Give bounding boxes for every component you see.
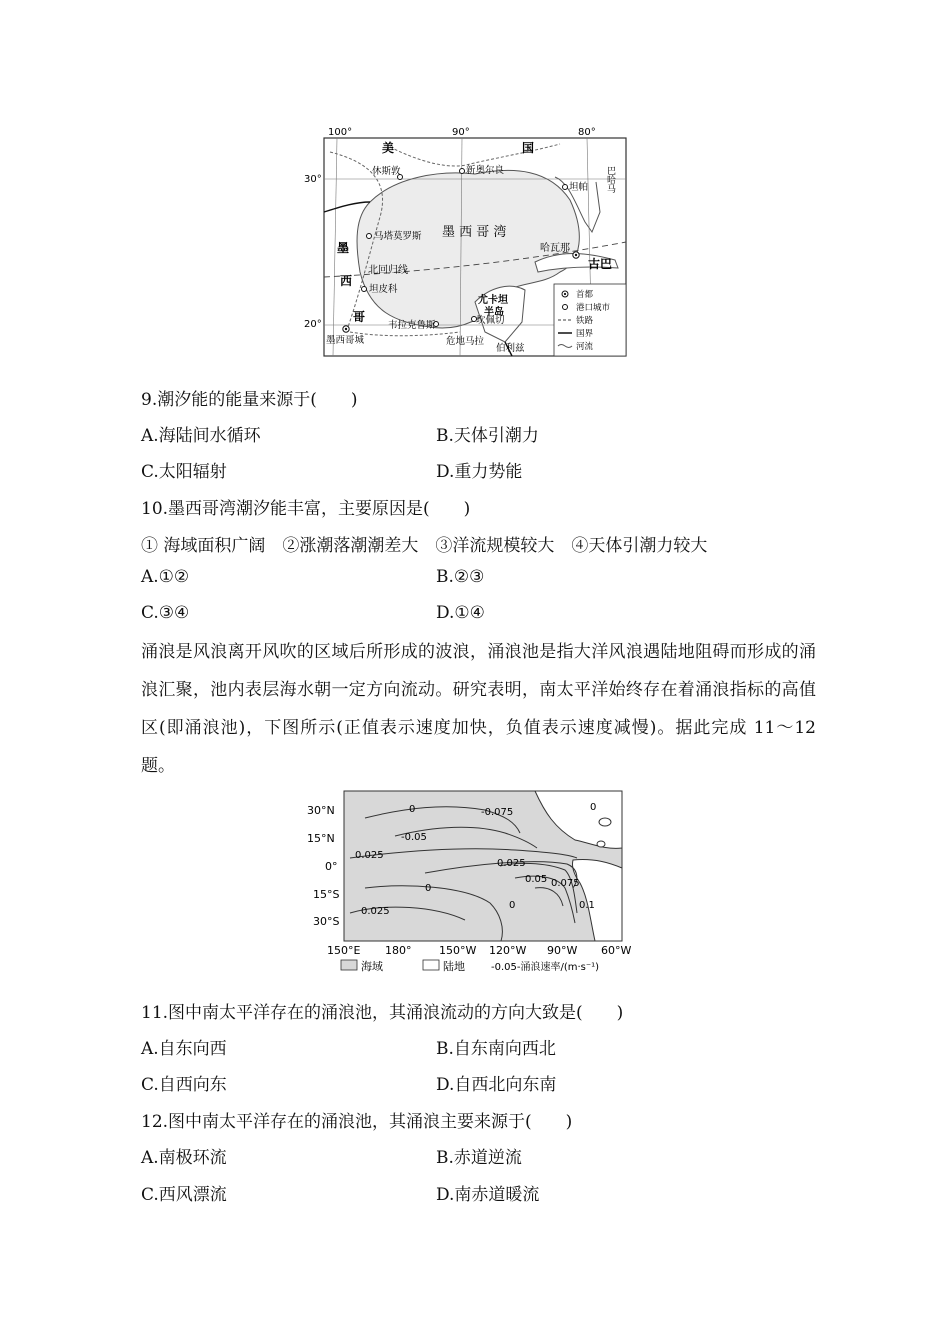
contour-label: -0.05 [401,832,427,843]
q10-option-b[interactable]: B.②③ [436,567,485,587]
q9-option-a[interactable]: A.海陆间水循环 [141,426,261,446]
lon-label-60w: 60°W [601,944,632,957]
country-label-usa-2: 国 [522,141,535,155]
contour-label: 0.05 [525,874,548,885]
city-mexico-city: 墨西哥城 [326,335,365,346]
legend-land: 陆地 [443,960,465,973]
island [597,841,605,847]
peninsula-label-1: 尤卡坦 [478,295,508,306]
city-houston: 休斯敦 [372,166,401,177]
city-marker [362,287,367,292]
lon-label-80: 80° [578,127,596,138]
q11-option-a[interactable]: A.自东向西 [141,1039,227,1059]
contour-label: 0 [409,804,416,815]
tropic-label: 北回归线 [368,265,408,276]
city-new-orleans: 新奥尔良 [466,165,505,176]
lat-label-15n: 15°N [307,832,335,845]
legend-port: 港口城市 [576,303,611,313]
legend-sea-icon [341,960,357,970]
city-havana: 哈瓦那 [540,243,570,254]
q12-stem: 12.图中南太平洋存在的涌浪池，其涌浪主要来源于( ) [141,1112,573,1132]
q9-option-b[interactable]: B.天体引潮力 [436,426,539,446]
country-label-bahamas: 巴哈马 [605,166,615,193]
lon-label-120w: 120°W [489,944,527,957]
contour-label: 0.025 [355,850,384,861]
q12-option-b[interactable]: B.赤道逆流 [436,1148,522,1168]
capital-marker-dot [345,328,347,330]
legend-railway: 铁路 [576,316,594,326]
country-label-cuba: 古巴 [588,257,613,271]
lat-label-30n: 30°N [307,804,335,817]
q10-option-a[interactable]: A.①② [141,567,190,587]
legend-land-icon [423,960,439,970]
lon-label-150e: 150°E [327,944,361,957]
country-label-belize: 伯利兹 [496,343,525,354]
q10-statements: ① 海域面积广阔 ②涨潮落潮潮差大 ③洋流规模较大 ④天体引潮力较大 [141,536,708,556]
capital-marker-dot [575,254,577,256]
contour-label: 0.075 [551,878,580,889]
country-label-mexico-2: 西 [340,274,353,288]
lat-label-15s: 15°S [313,888,340,901]
legend-capital-dot [564,293,566,295]
gulf-of-mexico-map [300,122,630,360]
lon-label-150w: 150°W [439,944,477,957]
q11-option-d[interactable]: D.自西北向东南 [436,1075,557,1095]
q9-option-c[interactable]: C.太阳辐射 [141,462,227,482]
city-campeche: 坎佩切 [476,315,505,326]
lon-label-90: 90° [452,127,470,138]
city-tampa: 坦帕 [569,182,589,193]
contour-label: 0 [509,900,516,911]
q9-option-d[interactable]: D.重力势能 [436,462,523,482]
q11-option-b[interactable]: B.自东南向西北 [436,1039,556,1059]
q10-option-c[interactable]: C.③④ [141,603,190,623]
lat-label-30s: 30°S [313,915,340,928]
country-label-mexico-1: 墨 [337,241,350,255]
city-tampico: 坦皮科 [369,284,398,295]
legend-port-icon [563,305,568,310]
city-marker [367,234,372,239]
contour-label: 0 [425,883,432,894]
q12-option-a[interactable]: A.南极环流 [141,1148,227,1168]
gulf-label: 墨 西 哥 湾 [442,225,507,240]
contour-label: 0.1 [579,900,595,911]
island [599,818,611,826]
lat-label-0: 0° [325,860,338,873]
contour-label: -0.075 [481,807,514,818]
q11-option-c[interactable]: C.自西向东 [141,1075,227,1095]
lon-label-100: 100° [328,127,353,138]
legend-sea: 海域 [361,960,383,973]
contour-label: 0.025 [497,858,526,869]
country-label-usa-1: 美 [382,141,395,155]
legend-capital: 首都 [576,290,594,300]
q10-stem: 10.墨西哥湾潮汐能丰富，主要原因是( ) [141,499,471,519]
q9-stem: 9.潮汐能的能量来源于( ) [141,390,358,410]
city-marker [563,185,568,190]
city-veracruz: 韦拉克鲁斯 [388,320,436,331]
country-label-guatemala: 危地马拉 [446,336,485,347]
contour-label: 0 [590,802,597,813]
lon-label-90w: 90°W [547,944,578,957]
country-label-mexico-3: 哥 [353,310,366,324]
q11-stem: 11.图中南太平洋存在的涌浪池，其涌浪流动的方向大致是( ) [141,1003,624,1023]
contour-label: 0.025 [361,906,390,917]
q10-option-d[interactable]: D.①④ [436,603,485,623]
legend-rate: -0.05-涌浪速率/(m·s⁻¹) [491,962,600,973]
lat-label-30: 30° [304,174,322,185]
peninsula-label-2: 半岛 [484,307,504,318]
q12-option-d[interactable]: D.南赤道暖流 [436,1185,540,1205]
q12-option-c[interactable]: C.西风漂流 [141,1185,227,1205]
city-matamoros: 马塔莫罗斯 [374,231,422,242]
legend-river: 河流 [576,342,594,352]
lon-label-180: 180° [385,944,412,957]
pacific-swell-map [305,788,645,976]
passage-text: 涌浪是风浪离开风吹的区域后所形成的波浪，涌浪池是指大洋风浪遇陆地阻碍而形成的涌浪汇聚，池内表层海水朝一定方向流动。研究表明，南太平洋始终存在着涌浪指标的高值区(即涌浪池)，下图所示(正值表示速度加快，负值表示速度减慢)。据此完成 11～12 题。 [141,642,816,776]
lat-label-20: 20° [304,319,322,330]
city-marker [460,169,465,174]
legend-border: 国界 [576,329,594,339]
